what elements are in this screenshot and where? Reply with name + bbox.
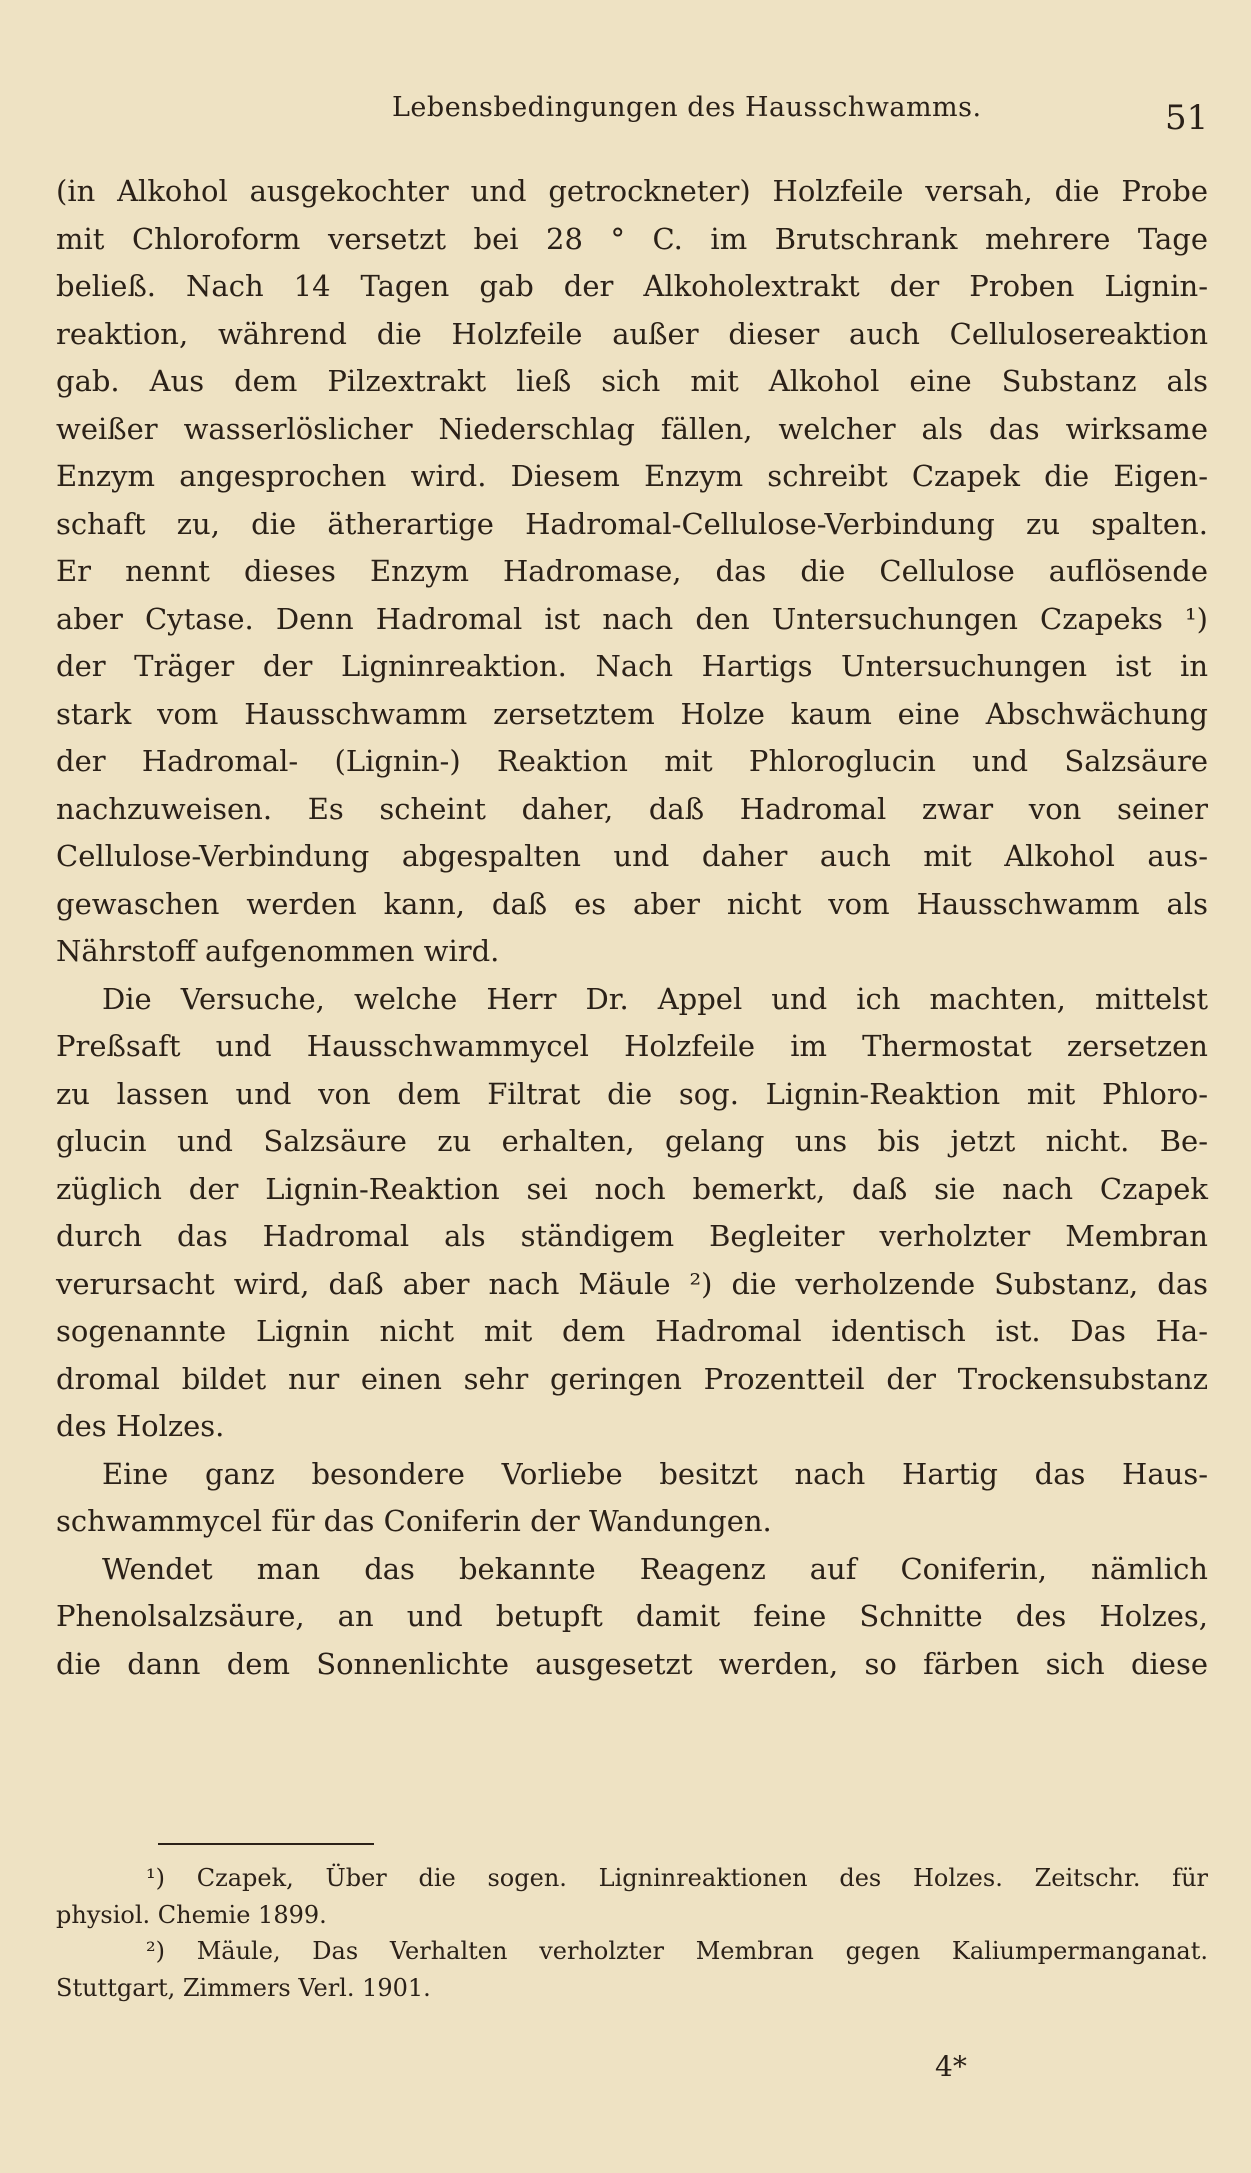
text-line: der Träger der Ligninreaktion. Nach Hartigs Untersuchungen ist in xyxy=(56,649,1208,683)
text-line: des Holzes. xyxy=(56,1409,225,1443)
text-line: schaft zu, die ätherartige Hadromal-Cellulose-Verbindung zu spalten. xyxy=(56,506,1208,541)
text-line: Eine ganz besondere Vorliebe besitzt nach Hartig das Haus- xyxy=(102,1456,1208,1491)
page-number: 51 xyxy=(1165,98,1209,138)
text-line: gab. Aus dem Pilzextrakt ließ sich mit Alkohol eine Substanz als xyxy=(56,364,1208,398)
footnotes xyxy=(56,1860,1208,2006)
text-line: glucin und Salzsäure zu erhalten, gelang uns bis jetzt nicht. Be- xyxy=(56,1124,1208,1158)
body-text xyxy=(56,168,1208,1688)
footnote-line: ²) Mäule, Das Verhalten verholzter Membran gegen Kaliumpermanganat. xyxy=(146,1937,1208,1965)
text-line: durch das Hadromal als ständigem Begleiter verholzter Membran xyxy=(56,1219,1208,1253)
text-line: Nährstoff aufgenommen wird. xyxy=(56,934,500,968)
text-line: Enzym angesprochen wird. Diesem Enzym schreibt Czapek die Eigen- xyxy=(56,459,1208,493)
text-line: mit Chloroform versetzt bei 28 ° C. im Brutschrank mehrere Tage xyxy=(56,221,1208,256)
text-line: Die Versuche, welche Herr Dr. Appel und ich machten, mittelst xyxy=(102,981,1208,1016)
text-line: der Hadromal- (Lignin-) Reaktion mit Phloroglucin und Salzsäure xyxy=(56,744,1208,778)
text-line: nachzuweisen. Es scheint daher, daß Hadromal zwar von seiner xyxy=(56,791,1208,826)
text-line: schwammycel für das Coniferin der Wandungen. xyxy=(56,1504,772,1538)
text-line: (in Alkohol ausgekochter und getrockneter) Holzfeile versah, die Probe xyxy=(56,174,1208,208)
text-line: beließ. Nach 14 Tagen gab der Alkoholextrakt der Proben Lignin- xyxy=(56,269,1208,303)
text-line: gewaschen werden kann, daß es aber nicht vom Hausschwamm als xyxy=(56,886,1208,921)
text-line: zu lassen und von dem Filtrat die sog. Lignin-Reaktion mit Phloro- xyxy=(56,1076,1208,1111)
text-line: reaktion, während die Holzfeile außer dieser auch Cellulosereaktion xyxy=(56,316,1208,351)
text-line: Cellulose-Verbindung abgespalten und daher auch mit Alkohol aus- xyxy=(56,839,1208,873)
text-line: dromal bildet nur einen sehr geringen Prozentteil der Trockensubstanz xyxy=(56,1361,1208,1396)
text-line: stark vom Hausschwamm zersetztem Holze kaum eine Abschwächung xyxy=(56,696,1208,731)
text-line: die dann dem Sonnenlichte ausgesetzt werden, so färben sich diese xyxy=(56,1646,1208,1681)
text-line: Wendet man das bekannte Reagenz auf Coniferin, nämlich xyxy=(102,1551,1208,1586)
text-line: sogenannte Lignin nicht mit dem Hadromal identisch ist. Das Ha- xyxy=(56,1314,1208,1348)
footnote-line: ¹) Czapek, Über die sogen. Ligninreaktionen des Holzes. Zeitschr. für xyxy=(146,1864,1208,1892)
text-line: züglich der Lignin-Reaktion sei noch bemerkt, daß sie nach Czapek xyxy=(56,1171,1208,1206)
text-line: weißer wasserlöslicher Niederschlag fällen, welcher als das wirksame xyxy=(56,411,1208,446)
text-line: aber Cytase. Denn Hadromal ist nach den Untersuchungen Czapeks ¹) xyxy=(56,601,1208,636)
text-line: Preßsaft und Hausschwammycel Holzfeile im Thermostat zersetzen xyxy=(56,1029,1208,1063)
footnote-line: physiol. Chemie 1899. xyxy=(56,1900,327,1929)
footnote-line: Stuttgart, Zimmers Verl. 1901. xyxy=(56,1973,431,2002)
printer-signature-mark: 4* xyxy=(935,2050,967,2083)
text-line: Er nennt dieses Enzym Hadromase, das die Cellulose auflösende xyxy=(56,554,1208,588)
text-line: Phenolsalzsäure, an und betupft damit feine Schnitte des Holzes, xyxy=(56,1599,1208,1633)
text-line: verursacht wird, daß aber nach Mäule ²) die verholzende Substanz, das xyxy=(56,1266,1208,1301)
footnote-divider xyxy=(158,1843,374,1845)
running-header: Lebensbedingungen des Hausschwamms. xyxy=(392,92,982,123)
